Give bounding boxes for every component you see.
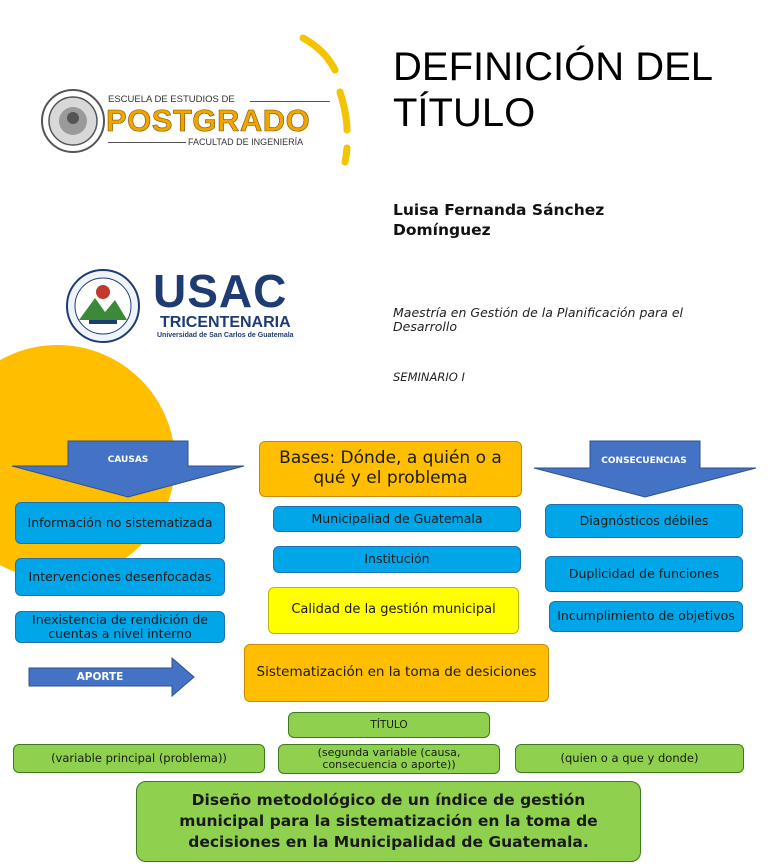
cause-box <box>15 611 225 643</box>
consequence-text: Incumplimiento de objetivos <box>557 608 735 624</box>
contribution-box <box>244 644 549 702</box>
consequence-text: Duplicidad de funciones <box>568 565 720 581</box>
usac-main: USAC <box>153 265 288 317</box>
center-text: Calidad de la gestión municipal <box>291 602 496 618</box>
title-label: TÍTULO <box>370 718 408 731</box>
variable-text: (quien o a que y donde) <box>560 750 699 765</box>
postgrado-main: POSTGRADO <box>106 103 311 138</box>
consequences-arrow <box>532 440 758 498</box>
final-title-box <box>136 781 641 862</box>
postgrado-line1: ESCUELA DE ESTUDIOS DE <box>108 94 235 105</box>
center-box <box>273 546 521 573</box>
postgrado-rule-top <box>250 101 330 102</box>
title-label-box <box>288 712 490 738</box>
consequence-box <box>549 601 743 632</box>
center-text: Institución <box>364 551 430 567</box>
variable-text: (segunda variable (causa, consecuencia o aporte)) <box>317 746 461 771</box>
causes-label: CAUSAS <box>107 455 149 465</box>
seminar-label: SEMINARIO I <box>393 370 465 384</box>
program-name: Maestría en Gestión de la Planificación para el Desarrollo <box>393 305 683 334</box>
final-title-text: Diseño metodológico de un índice de gestión municipal para la sistematización en la toma de decisiones en la Municipalidad de Guatemala. <box>179 791 598 851</box>
author-name: Luisa Fernanda Sánchez Domínguez <box>393 201 605 239</box>
center-box <box>273 506 521 532</box>
postgrado-line2: FACULTAD DE INGENIERÍA <box>188 137 304 147</box>
variable-box <box>13 744 265 773</box>
cause-box <box>15 558 225 596</box>
cause-box <box>15 502 225 544</box>
usac-seal-icon <box>65 268 141 344</box>
consequence-text: Diagnósticos débiles <box>579 512 709 528</box>
consequences-label: CONSECUENCIAS <box>601 456 687 466</box>
center-text: Municipaliad de Guatemala <box>311 510 483 526</box>
usac-logo <box>65 265 325 348</box>
variable-box <box>278 744 500 774</box>
cause-text: Inexistencia de rendición de cuentas a nivel interno <box>32 611 208 641</box>
contribution-label: APORTE <box>76 671 124 683</box>
causes-arrow <box>10 440 246 498</box>
cause-text: Intervenciones desenfocadas <box>28 568 212 584</box>
consequence-box <box>545 504 743 538</box>
postgrado-logo <box>40 88 332 158</box>
postgrado-rule-bottom <box>108 142 186 143</box>
consequence-box <box>545 556 743 592</box>
usac-caption: Universidad de San Carlos de Guatemala <box>157 332 294 339</box>
variable-text: (variable principal (problema)) <box>51 750 227 765</box>
page-title: DEFINICIÓN DEL TÍTULO <box>393 45 712 135</box>
bases-label: Bases: Dónde, a quién o a qué y el problema <box>279 448 502 488</box>
variable-box <box>515 744 744 773</box>
usac-sub: TRICENTENARIA <box>160 314 291 331</box>
university-seal-icon <box>40 88 106 154</box>
bases-box <box>259 441 522 497</box>
center-box <box>268 587 519 634</box>
contribution-text: Sistematización en la toma de desiciones <box>256 664 537 681</box>
cause-text: Información no sistematizada <box>27 514 213 530</box>
